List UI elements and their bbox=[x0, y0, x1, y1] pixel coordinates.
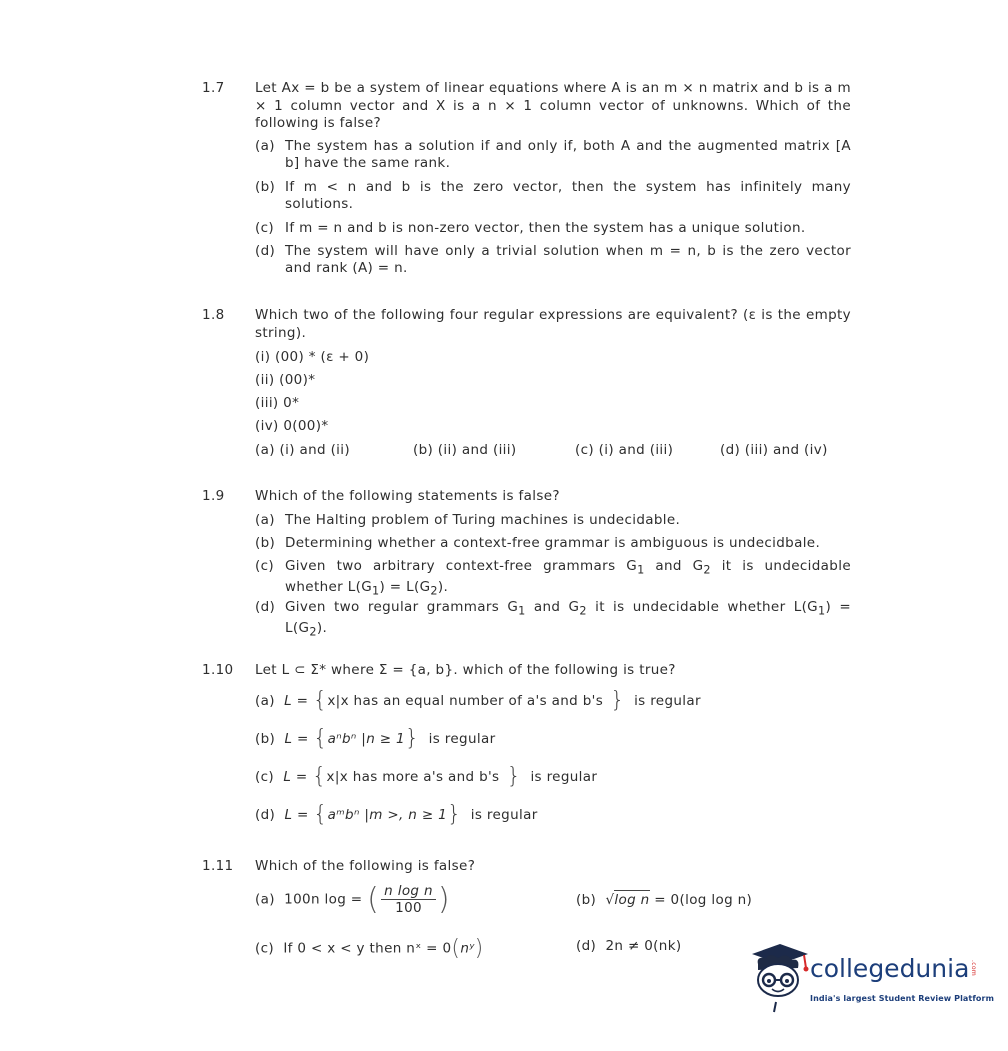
option-label: (b) bbox=[255, 731, 276, 747]
question-stem: Let Ax = b be a system of linear equations where A is an m × n matrix and b is a m × 1 column vector and X is a n × 1 column vector of unknowns. Which of the following is false? bbox=[255, 80, 851, 131]
option-label: (a) bbox=[255, 693, 275, 709]
option-tail: is regular bbox=[428, 731, 496, 747]
option-label: (d) bbox=[255, 807, 276, 823]
option-b: (b) L = {aⁿbⁿ |n ≥ 1} is regular bbox=[255, 726, 496, 751]
option-label: (c) bbox=[255, 769, 275, 785]
option-c bbox=[255, 558, 851, 599]
option-c: (c) If 0 < x < y then nˣ = 0(nʸ) bbox=[255, 936, 484, 961]
option-text: If m < n and b is the zero vector, then the system has infinitely many solutions. bbox=[285, 179, 851, 212]
option-text: The Halting problem of Turing machines is undecidable. bbox=[285, 512, 681, 528]
option-a: (a) L = {x|x has an equal number of a's and b's } is regular bbox=[255, 688, 701, 713]
brand-name: collegedunia bbox=[810, 954, 970, 983]
option-text: The system has a solution if and only if, both A and the augmented matrix [A b] have the same rank. bbox=[285, 138, 851, 171]
set-lhs: L = bbox=[284, 693, 313, 709]
option-label: (b) bbox=[255, 179, 276, 195]
option-a bbox=[255, 138, 851, 172]
fraction: $\frac{\text{n log n}}{100}$ bbox=[381, 883, 436, 916]
set-lhs: L = bbox=[284, 807, 314, 823]
question-number: 1.10 bbox=[202, 662, 234, 678]
option-text: The system will have only a trivial solution when m = n, b is the zero vector and rank (A) = n. bbox=[285, 243, 851, 276]
option-label: (b) bbox=[576, 892, 597, 908]
option-label: (c) bbox=[255, 558, 275, 574]
option-d: (d) (iii) and (iv) bbox=[720, 442, 828, 458]
set-body: aᵐbⁿ |m >, n ≥ 1 bbox=[327, 807, 448, 823]
option-d bbox=[255, 599, 851, 640]
brand-dotcom: .com bbox=[970, 960, 977, 977]
question-stem: Let L ⊂ Σ* where Σ = {a, b}. which of the following is true? bbox=[255, 662, 676, 678]
set-lhs: L = bbox=[284, 731, 314, 747]
option-d bbox=[255, 243, 851, 277]
option-text: Determining whether a context-free grammar is ambiguous is undecidbale. bbox=[285, 535, 821, 551]
option-b bbox=[576, 892, 752, 908]
expression-iii: (iii) 0* bbox=[255, 395, 300, 411]
expression-prefix: If 0 < x < y then nˣ = 0 bbox=[283, 940, 452, 957]
option-a: (a) (i) and (ii) bbox=[255, 442, 350, 458]
option-label: (a) bbox=[255, 512, 275, 528]
option-a bbox=[255, 512, 851, 529]
question-number: 1.8 bbox=[202, 307, 225, 323]
option-label: (d) bbox=[255, 243, 276, 259]
radicand: log n bbox=[614, 892, 650, 908]
option-d: (d) L = {aᵐbⁿ |m >, n ≥ 1} is regular bbox=[255, 802, 538, 827]
option-tail: is regular bbox=[470, 807, 538, 823]
option-c: (c) (i) and (iii) bbox=[575, 442, 674, 458]
option-label: (d) bbox=[255, 599, 276, 615]
set-body: x|x has an equal number of a's and b's bbox=[327, 693, 604, 709]
expression-inner: nʸ bbox=[460, 940, 475, 957]
question-stem: Which of the following is false? bbox=[255, 858, 476, 874]
question-stem: Which of the following statements is false? bbox=[255, 488, 560, 504]
expression-i: (i) (00) * (ε + 0) bbox=[255, 349, 370, 365]
option-label: (b) bbox=[255, 535, 276, 551]
expression: 2n ≠ 0(nk) bbox=[605, 938, 682, 954]
option-tail: is regular bbox=[634, 693, 701, 709]
mascot-icon bbox=[748, 942, 810, 1014]
option-b bbox=[255, 535, 851, 552]
option-b bbox=[255, 179, 851, 213]
expression-ii: (ii) (00)* bbox=[255, 372, 316, 388]
option-a: (a) 100n log = ( $\frac{\text{n log n}}{100}$ ) bbox=[255, 882, 450, 917]
option-text: Given two arbitrary context-free grammars $G_1$ and $G_2$ it is undecidable whether $L(G_1) = L(G_2)$. bbox=[285, 558, 851, 598]
brand-tagline: India's largest Student Review Platform bbox=[810, 994, 995, 1003]
option-d bbox=[576, 938, 682, 954]
set-body: x|x has more a's and b's bbox=[326, 769, 500, 785]
question-number: 1.11 bbox=[202, 858, 234, 874]
option-text: If m = n and b is non-zero vector, then the system has a unique solution. bbox=[285, 220, 806, 236]
collegedunia-logo[interactable] bbox=[748, 942, 995, 1014]
option-label: (d) bbox=[576, 938, 597, 954]
option-tail: is regular bbox=[530, 769, 598, 785]
option-b: (b) (ii) and (iii) bbox=[413, 442, 517, 458]
expression-tail: = 0(log log n) bbox=[649, 892, 753, 908]
option-c: (c) L = {x|x has more a's and b's } is regular bbox=[255, 764, 598, 789]
option-label: (c) bbox=[255, 940, 275, 957]
expression-prefix: 100n log = bbox=[284, 891, 368, 908]
sqrt-symbol: √ bbox=[605, 892, 615, 908]
question-number: 1.9 bbox=[202, 488, 225, 504]
question-number: 1.7 bbox=[202, 80, 225, 96]
expression-iv: (iv) 0(00)* bbox=[255, 418, 329, 434]
option-text: Given two regular grammars $G_1$ and $G_2$ it is undecidable whether $L(G_1) = L(G_2)$. bbox=[285, 599, 852, 639]
option-label: (a) bbox=[255, 138, 275, 154]
option-label: (a) bbox=[255, 891, 275, 908]
set-lhs: L = bbox=[283, 769, 313, 785]
question-stem: Which two of the following four regular expressions are equivalent? (ε is the empty string). bbox=[255, 307, 851, 341]
option-label: (c) bbox=[255, 220, 275, 236]
option-c bbox=[255, 220, 851, 237]
set-body: aⁿbⁿ |n ≥ 1 bbox=[327, 731, 405, 747]
